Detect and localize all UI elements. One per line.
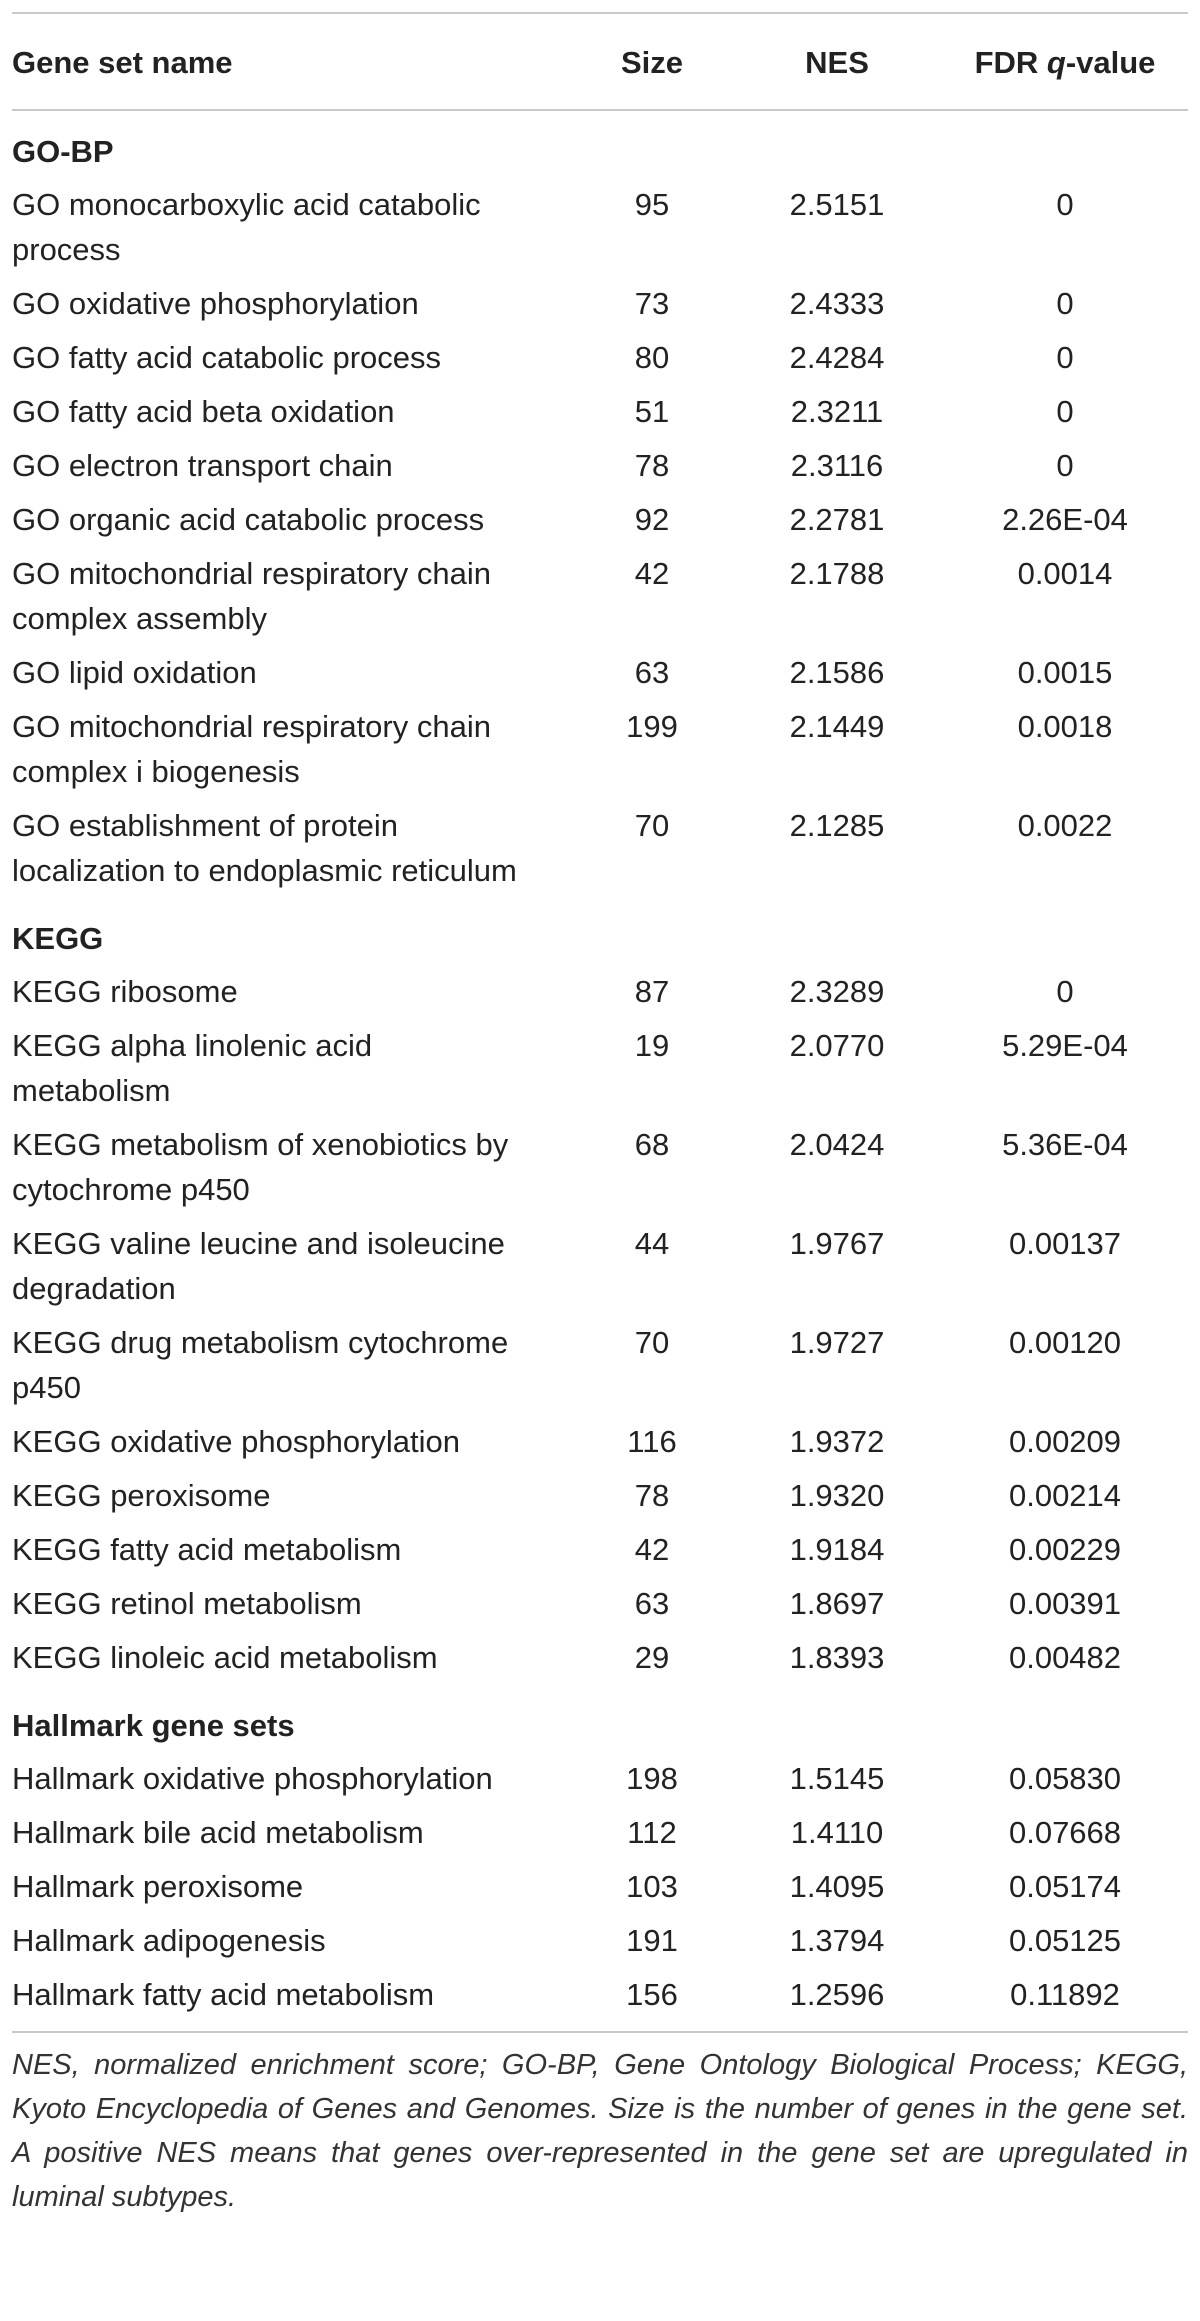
table-row (12, 1415, 1188, 1469)
cell-nes: 1.2596 (789, 1977, 885, 2012)
cell-fdr-q-value: 0.0014 (1017, 556, 1113, 591)
cell-nes: 1.9184 (789, 1532, 885, 1567)
cell-gene-set-name: KEGG fatty acid metabolism (12, 1532, 402, 1567)
cell-nes: 2.1285 (789, 808, 885, 843)
cell-gene-set-name: KEGG peroxisome (12, 1478, 271, 1513)
cell-gene-set-name: Hallmark peroxisome (12, 1869, 304, 1904)
table-row (12, 1752, 1188, 1806)
table-row (12, 385, 1188, 439)
table-row (12, 439, 1188, 493)
header-gene-set-name: Gene set name (12, 45, 233, 80)
cell-size: 70 (634, 808, 670, 843)
header-fdr-q-value (942, 13, 1188, 110)
table-footnote: NES, normalized enrichment score; GO-BP, Gene Ontology Biological Process; KEGG, Kyoto Encyclopedia of Genes and Genomes. Size is the number of genes in the gene set. A positive NES means that genes over-represented in the gene set are upregulated in luminal subtypes. (12, 2031, 1188, 2219)
table-row (12, 331, 1188, 385)
table-row (12, 1577, 1188, 1631)
table-row (12, 1523, 1188, 1577)
cell-size: 191 (626, 1923, 678, 1958)
cell-nes: 2.2781 (789, 502, 885, 537)
cell-size: 29 (634, 1640, 670, 1675)
table-row (12, 1019, 1188, 1118)
cell-fdr-q-value: 0.00482 (1008, 1640, 1122, 1675)
section-row (12, 110, 1188, 178)
cell-size: 112 (627, 1815, 677, 1850)
gene-set-table (12, 12, 1188, 2031)
cell-size: 87 (634, 974, 670, 1009)
cell-fdr-q-value: 0 (1056, 187, 1074, 222)
cell-fdr-q-value: 0 (1056, 340, 1074, 375)
table-row (12, 1968, 1188, 2031)
table-row (12, 1631, 1188, 1685)
cell-fdr-q-value: 0 (1056, 286, 1074, 321)
cell-size: 44 (634, 1226, 670, 1261)
cell-size: 73 (634, 286, 670, 321)
section-title: GO-BP (12, 134, 114, 169)
cell-fdr-q-value: 0.05830 (1008, 1761, 1122, 1796)
cell-fdr-q-value: 0.05174 (1008, 1869, 1122, 1904)
cell-fdr-q-value: 0.0015 (1017, 655, 1113, 690)
cell-size: 42 (634, 556, 670, 591)
cell-size: 63 (634, 1586, 670, 1621)
cell-nes: 1.4110 (790, 1815, 884, 1850)
cell-fdr-q-value: 0.0022 (1017, 808, 1113, 843)
cell-fdr-q-value: 0 (1056, 394, 1074, 429)
cell-nes: 2.4284 (789, 340, 885, 375)
table-body (12, 110, 1188, 2031)
cell-gene-set-name: GO electron transport chain (12, 448, 393, 483)
cell-fdr-q-value: 0.11892 (1010, 1977, 1120, 2012)
cell-fdr-q-value: 5.29E-04 (1002, 1028, 1128, 1063)
header-row (12, 13, 1188, 110)
cell-gene-set-name: GO fatty acid catabolic process (12, 340, 442, 375)
cell-gene-set-name: KEGG ribosome (12, 974, 238, 1009)
cell-size: 42 (634, 1532, 670, 1567)
table-row (12, 1118, 1188, 1217)
header-nes: NES (805, 45, 869, 80)
cell-gene-set-name: KEGG alpha linolenic acid metabolism (12, 1028, 373, 1108)
cell-size: 19 (634, 1028, 670, 1063)
table-row (12, 178, 1188, 277)
table-row (12, 1860, 1188, 1914)
cell-gene-set-name: GO mitochondrial respiratory chain complex assembly (12, 556, 491, 636)
table-row (12, 1316, 1188, 1415)
cell-fdr-q-value: 0.0018 (1017, 709, 1113, 744)
section-title: Hallmark gene sets (12, 1708, 295, 1743)
cell-gene-set-name: GO organic acid catabolic process (12, 502, 485, 537)
cell-nes: 2.0770 (789, 1028, 885, 1063)
table-row (12, 547, 1188, 646)
cell-fdr-q-value: 0.00214 (1008, 1478, 1122, 1513)
cell-gene-set-name: Hallmark bile acid metabolism (12, 1815, 424, 1850)
cell-gene-set-name: KEGG metabolism of xenobiotics by cytochrome p450 (12, 1127, 509, 1207)
cell-size: 92 (634, 502, 670, 537)
table-row (12, 493, 1188, 547)
table-row (12, 799, 1188, 898)
cell-gene-set-name: GO mitochondrial respiratory chain complex i biogenesis (12, 709, 491, 789)
cell-size: 51 (634, 394, 670, 429)
table-row (12, 1806, 1188, 1860)
cell-gene-set-name: GO fatty acid beta oxidation (12, 394, 395, 429)
cell-nes: 1.5145 (789, 1761, 885, 1796)
cell-size: 63 (634, 655, 670, 690)
cell-size: 198 (626, 1761, 678, 1796)
cell-fdr-q-value: 0 (1056, 974, 1074, 1009)
cell-fdr-q-value: 5.36E-04 (1002, 1127, 1128, 1162)
cell-nes: 1.9372 (789, 1424, 885, 1459)
cell-gene-set-name: GO establishment of protein localization to endoplasmic reticulum (12, 808, 517, 888)
cell-fdr-q-value: 0.00120 (1008, 1325, 1122, 1360)
table-row (12, 646, 1188, 700)
cell-fdr-q-value: 0.00229 (1008, 1532, 1122, 1567)
cell-size: 80 (634, 340, 670, 375)
cell-nes: 1.8697 (789, 1586, 885, 1621)
cell-size: 78 (634, 448, 670, 483)
cell-nes: 1.8393 (789, 1640, 885, 1675)
section-row (12, 1685, 1188, 1752)
table-row (12, 965, 1188, 1019)
cell-gene-set-name: GO monocarboxylic acid catabolic process (12, 187, 481, 267)
cell-fdr-q-value: 0 (1056, 448, 1074, 483)
header-fdr-suffix: -value (1065, 45, 1156, 80)
table-row (12, 700, 1188, 799)
cell-gene-set-name: KEGG valine leucine and isoleucine degradation (12, 1226, 505, 1306)
header-fdr-prefix: FDR (974, 45, 1047, 80)
header-fdr-q: q (1046, 45, 1066, 80)
table-row (12, 1217, 1188, 1316)
cell-fdr-q-value: 0.05125 (1008, 1923, 1122, 1958)
cell-size: 199 (626, 709, 678, 744)
cell-size: 78 (634, 1478, 670, 1513)
cell-gene-set-name: KEGG linoleic acid metabolism (12, 1640, 438, 1675)
cell-nes: 2.1449 (789, 709, 885, 744)
cell-fdr-q-value: 2.26E-04 (1002, 502, 1128, 537)
header-size: Size (620, 45, 684, 80)
table-row (12, 1914, 1188, 1968)
cell-nes: 1.4095 (789, 1869, 885, 1904)
cell-nes: 1.9767 (789, 1226, 885, 1261)
cell-gene-set-name: KEGG oxidative phosphorylation (12, 1424, 461, 1459)
cell-size: 156 (626, 1977, 678, 2012)
cell-nes: 2.4333 (789, 286, 885, 321)
cell-nes: 2.1586 (789, 655, 885, 690)
cell-size: 68 (634, 1127, 670, 1162)
cell-nes: 1.9727 (789, 1325, 885, 1360)
cell-nes: 1.9320 (789, 1478, 885, 1513)
cell-nes: 2.3116 (790, 448, 884, 483)
cell-gene-set-name: GO lipid oxidation (12, 655, 257, 690)
cell-gene-set-name: Hallmark oxidative phosphorylation (12, 1761, 493, 1796)
cell-nes: 2.3211 (790, 394, 884, 429)
table-row (12, 277, 1188, 331)
cell-nes: 2.3289 (789, 974, 885, 1009)
cell-gene-set-name: Hallmark adipogenesis (12, 1923, 326, 1958)
cell-nes: 1.3794 (789, 1923, 885, 1958)
cell-size: 70 (634, 1325, 670, 1360)
cell-fdr-q-value: 0.07668 (1008, 1815, 1122, 1850)
cell-gene-set-name: KEGG retinol metabolism (12, 1586, 362, 1621)
cell-gene-set-name: Hallmark fatty acid metabolism (12, 1977, 435, 2012)
cell-fdr-q-value: 0.00391 (1008, 1586, 1122, 1621)
cell-fdr-q-value: 0.00209 (1008, 1424, 1122, 1459)
cell-size: 116 (627, 1424, 677, 1459)
table-header (12, 13, 1188, 110)
cell-size: 95 (634, 187, 670, 222)
section-title: KEGG (12, 921, 104, 956)
cell-nes: 2.5151 (789, 187, 885, 222)
cell-nes: 2.1788 (789, 556, 885, 591)
table-row (12, 1469, 1188, 1523)
section-row (12, 898, 1188, 965)
cell-gene-set-name: KEGG drug metabolism cytochrome p450 (12, 1325, 509, 1405)
cell-nes: 2.0424 (789, 1127, 885, 1162)
cell-size: 103 (626, 1869, 678, 1904)
cell-fdr-q-value: 0.00137 (1008, 1226, 1122, 1261)
cell-gene-set-name: GO oxidative phosphorylation (12, 286, 419, 321)
